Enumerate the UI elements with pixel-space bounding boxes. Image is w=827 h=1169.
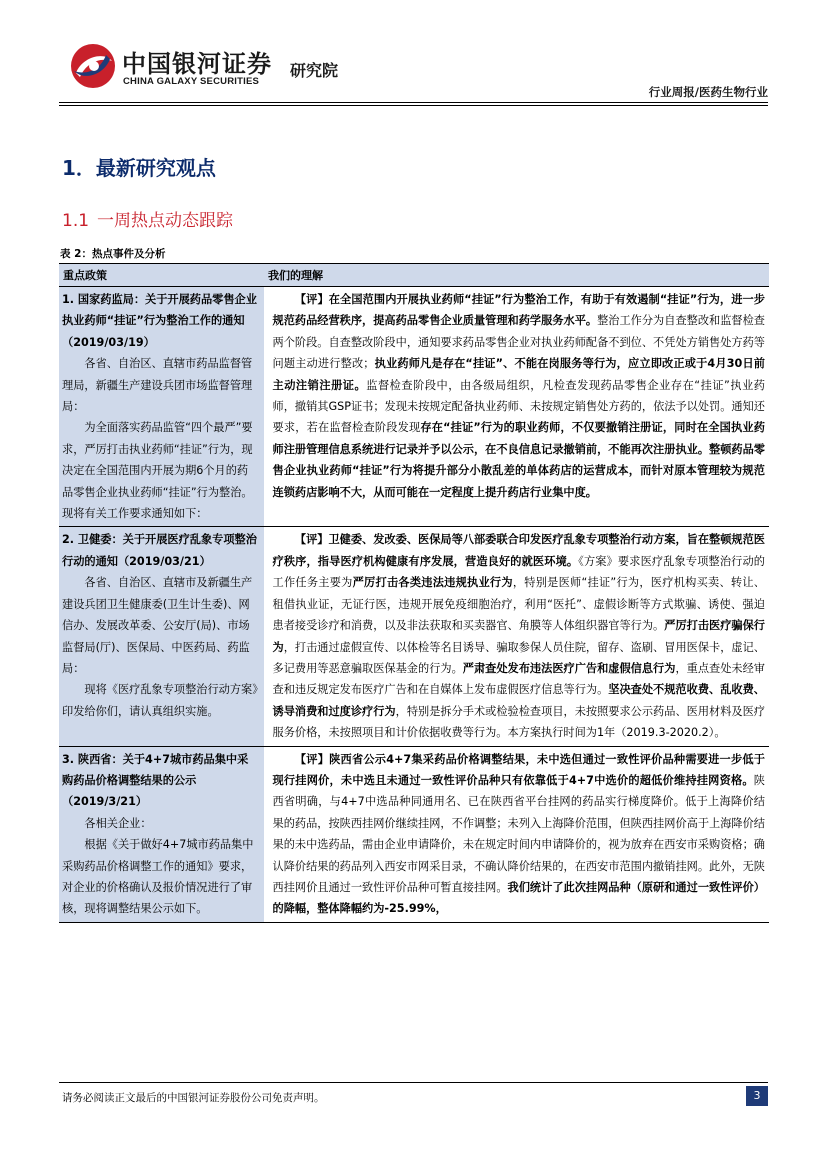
column-header-policy: 重点政策: [59, 264, 264, 287]
subsection-title: 一周热点动态跟踪: [97, 211, 234, 231]
analysis-cell: [264, 287, 769, 527]
galaxy-logo-icon: [70, 43, 116, 89]
table-header-row: [59, 264, 769, 287]
table-row: [59, 527, 769, 746]
table-caption: 表 2：热点事件及分析: [60, 248, 166, 260]
footer-disclaimer: 请务必阅读正文最后的中国银河证券股份公司免责声明。: [62, 1092, 325, 1104]
header-rule: [59, 102, 768, 103]
analysis-cell: [264, 527, 769, 746]
policy-text: 根据《关于做好4+7城市药品集中采购药品价格调整工作的通知》要求，对企业的价格确认及报价情况进行了审核，现将调整结果公示如下。: [62, 838, 254, 916]
policy-cell: [59, 287, 264, 527]
brand-name-en: CHINA GALAXY SECURITIES: [123, 76, 260, 87]
policy-text: 各省、自治区、直辖市及新疆生产建设兵团卫生健康委(卫生计生委)、网信办、发展改革委、公安厅(局)、市场监督局(厅)、医保局、中医药局、药监局：: [62, 576, 253, 675]
policy-text: 为全面落实药品监管“四个最严”要求，严厉打击执业药师“挂证”行为，现决定在全国范围内开展为期6个月的药品零售企业执业药师“挂证”行为整治。现将有关工作要求通知如下：: [62, 421, 253, 521]
policy-cell: [59, 746, 264, 922]
policy-text: 各相关企业：: [84, 816, 152, 830]
report-type: 行业周报/医药生物行业: [648, 85, 768, 99]
subsection-heading: [62, 206, 233, 231]
analysis-text: 【评】卫健委、发改委、医保局等八部委联合印发医疗乱象专项整治行动方案，旨在整顿规范医疗秩序，指导医疗机构健康有序发展，营造良好的就医环境。《方案》要求医疗乱象专项整治行动的工作任务主要为严厉打击各类违法违规执业行为，特别是医师“挂证”行为，医疗机构买卖、转让、租借执业证，无证行医，违规开展免疫细胞治疗，利用“医托”、虚假诊断等方式欺骗、诱使、强迫患者接受诊疗和消费，以及非法获取和买卖器官、角膜等人体组织器官等行为。严厉打击医疗骗保行为，打击通过虚假宣传、以体检等名目诱导、骗取参保人员住院，留存、盗刷、冒用医保卡，虚记、多记费用等恶意骗取医保基金的行为。严肃查处发布违法医疗广告和虚假信息行为，重点查处未经审查和违反规定发布医疗广告和在自媒体上发布虚假医疗信息等行为。坚决查处不规范收费、乱收费、诱导消费和过度诊疗行为，特别是拆分手术或检验检查项目，未按照要求公示药品、医用材料及医疗服务价格，未按照项目和计价依据收费等行为。本方案执行时间为1年（2019.3-2020.2）。: [272, 533, 765, 740]
policy-title: 3. 陕西省：关于4+7城市药品集中采购药品价格调整结果的公示（2019/3/21）: [62, 752, 249, 809]
brand-name-cn: 中国银河证券: [122, 50, 272, 78]
footer-rule: [59, 1082, 768, 1083]
events-table: [59, 263, 769, 923]
analysis-cell: [264, 746, 769, 922]
policy-text: 各省、自治区、直辖市药品监督管理局，新疆生产建设兵团市场监督管理局：: [62, 357, 253, 414]
analysis-text: 【评】在全国范围内开展执业药师“挂证”行为整治工作，有助于有效遏制“挂证”行为，进一步规范药品经营秩序，提高药品零售企业质量管理和药学服务水平。整治工作分为自查整改和监督检查两个阶段。自查整改阶段中，通知要求药品零售企业对执业药师配备不到位、不凭处方销售处方药等问题主动进行整改；执业药师凡是存在“挂证”、不能在岗服务等行为，应立即改正或于4月30日前主动注销注册证。监督检查阶段中，由各级局组织，凡检查发现药品零售企业存在“挂证”执业药师，撤销其GSP证书；发现未按规定配备执业药师、未按规定销售处方药的，依法予以处罚。通知还要求，若在监督检查阶段发现存在“挂证”行为的职业药师，不仅要撤销注册证，同时在全国执业药师注册管理信息系统进行记录并予以公示，在不良信息记录撤销前，不能再次注册执业。整顿药品零售企业执业药师“挂证”行为将提升部分小散乱差的单体药店的运营成本，而针对原本管理较为规范连锁药店影响不大，从而可能在一定程度上提升药店行业集中度。: [272, 293, 765, 499]
subsection-number: 1.1: [62, 211, 90, 231]
policy-title: 1. 国家药监局：关于开展药品零售企业执业药师“挂证”行为整治工作的通知（2019/03/19）: [62, 293, 257, 349]
table-row: [59, 287, 769, 527]
table-row: [59, 746, 769, 922]
policy-title: 2. 卫健委：关于开展医疗乱象专项整治行动的通知（2019/03/21）: [62, 533, 257, 568]
page-number: 3: [746, 1086, 768, 1106]
header-rule: [59, 105, 768, 106]
column-header-analysis: 我们的理解: [264, 264, 769, 287]
page-header: [0, 0, 827, 110]
brand-subtitle: 研究院: [290, 61, 339, 80]
section-heading: 1．最新研究观点: [62, 156, 216, 180]
analysis-text: 【评】陕西省公示4+7集采药品价格调整结果，未中选但通过一致性评价品种需要进一步低于现行挂网价，未中选且未通过一致性评价品种只有依靠低于4+7中选价的超低价维持挂网资格。陕西省明确，与4+7中选品种同通用名、已在陕西省平台挂网的药品实行梯度降价。低于上海降价结果的药品，按陕西挂网价继续挂网，不作调整；未列入上海降价范围，但陕西挂网价高于上海降价结果的未中选药品，需由企业申请降价，未在规定时间内申请降价的，视为放弃在西安市采购资格；确认降价结果的药品列入西安市网采目录，不确认降价结果的，在西安市范围内撤销挂网。此外，无陕西挂网价且通过一致性评价品种可暂直接挂网。我们统计了此次挂网品种（原研和通过一致性评价）的降幅，整体降幅约为-25.99%，: [272, 752, 765, 916]
policy-text: 现将《医疗乱象专项整治行动方案》印发给你们，请认真组织实施。: [62, 683, 258, 718]
policy-cell: [59, 527, 264, 746]
